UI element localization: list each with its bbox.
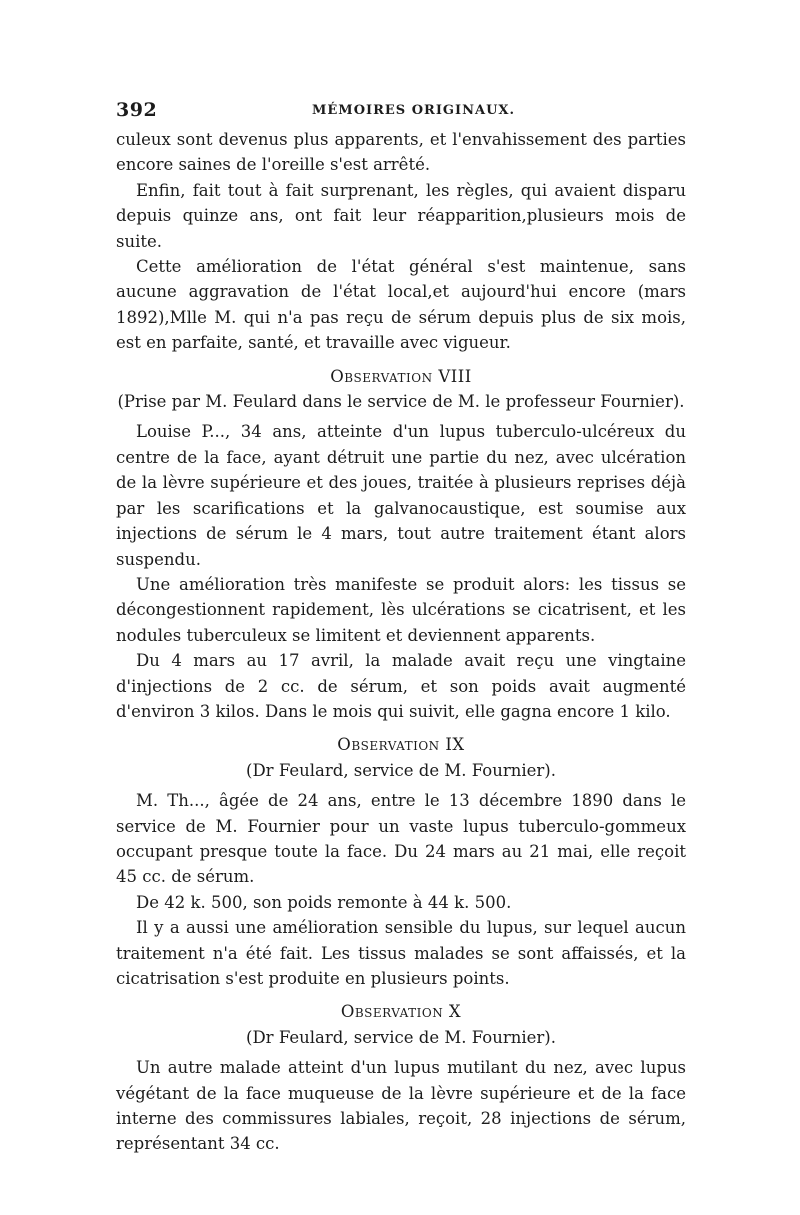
page-number: 392 <box>116 99 158 121</box>
body-text <box>116 127 686 1157</box>
observation-subtitle: (Dr Feulard, service de M. Fournier). <box>246 760 556 780</box>
paragraph: Cette amélioration de l'état général s'est maintenue, sans aucune aggravation de l'état local,et aujourd'hui encore (mars 1892),Mlle M. qui n'a pas reçu de sérum depuis plus de six mois, est en parfaite, santé, et travaille avec vigueur. <box>116 257 686 353</box>
document-page <box>116 99 686 1179</box>
observation-title: Observation VIII <box>330 366 472 386</box>
paragraph: Du 4 mars au 17 avril, la malade avait reçu une vingtaine d'injections de 2 cc. de sérum, et son poids avait augmenté d'environ 3 kilos. Dans le mois qui suivit, elle gagna encore 1 kilo. <box>116 651 686 721</box>
page-header <box>116 99 686 127</box>
paragraph: Enfin, fait tout à fait surprenant, les règles, qui avaient disparu depuis quinze ans, ont fait leur réapparition,plusieurs mois de suite. <box>116 180 686 251</box>
paragraph: Un autre malade atteint d'un lupus mutilant du nez, avec lupus végétant de la face muqueuse de la lèvre supérieure et de la face interne des commissures labiales, reçoit, 28 injections de sérum, représentant 34 cc. <box>116 1058 686 1154</box>
paragraph: Une amélioration très manifeste se produit alors: les tissus se décongestionnent rapidement, lès ulcérations se cicatrisent, et les nodules tuberculeux se limitent et deviennent apparents. <box>116 574 686 645</box>
paragraph: Louise P..., 34 ans, atteinte d'un lupus tuberculo-ulcéreux du centre de la face, ayant détruit une partie du nez, avec ulcération de la lèvre supérieure et des joues, traitée à plusieurs reprises déjà par les scarifications et la galvanocaustique, est soumise aux injections de sérum le 4 mars, tout autre traitement étant alors suspendu. <box>116 422 686 569</box>
paragraph: Il y a aussi une amélioration sensible du lupus, sur lequel aucun traitement n'a été fait. Les tissus malades se sont affaissés, et la cicatrisation s'est produite en plusieurs points. <box>116 918 686 988</box>
observation-subtitle: (Prise par M. Feulard dans le service de M. le professeur Fournier). <box>117 392 685 412</box>
observation-title: Observation IX <box>337 735 465 755</box>
observation-title: Observation X <box>340 1002 462 1022</box>
observation-subtitle: (Dr Feulard, service de M. Fournier). <box>246 1027 556 1047</box>
paragraph: culeux sont devenus plus apparents, et l'envahissement des parties encore saines de l'oreille s'est arrêté. <box>116 130 686 175</box>
paragraph: M. Th..., âgée de 24 ans, entre le 13 décembre 1890 dans le service de M. Fournier pour un vaste lupus tuberculo-gommeux occupant presque toute la face. Du 24 mars au 21 mai, elle reçoit 45 cc. de sérum. <box>116 791 686 887</box>
paragraph: De 42 k. 500, son poids remonte à 44 k. 500. <box>136 892 512 912</box>
running-title: MÉMOIRES ORIGINAUX. <box>312 103 516 118</box>
